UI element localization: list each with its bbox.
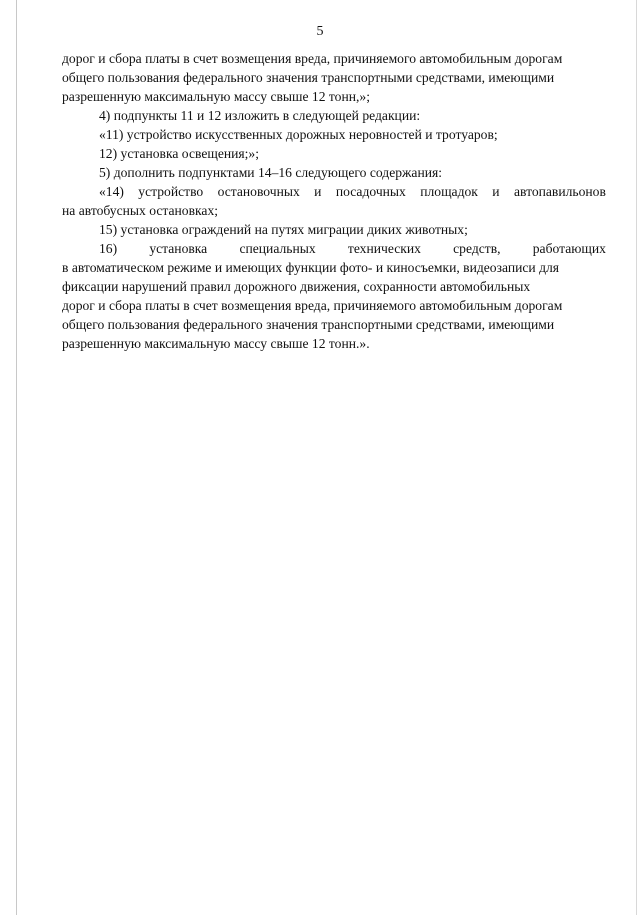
- word: установка: [149, 241, 208, 256]
- text-line: в автоматическом режиме и имеющих функции фото- и киносъемки, видеозаписи для: [62, 260, 560, 275]
- text-line: разрешенную максимальную массу свыше 12 тонн.».: [62, 336, 370, 351]
- word: работающих: [532, 241, 606, 256]
- word: остановочных: [217, 184, 300, 199]
- text-line: общего пользования федерального значения транспортными средствами, имеющими: [62, 70, 555, 85]
- word: технических: [347, 241, 421, 256]
- text-line: на автобусных остановках;: [62, 203, 219, 218]
- text-line: дорог и сбора платы в счет возмещения вреда, причиняемого автомобильным дорогам: [62, 51, 563, 66]
- text-line: 5) дополнить подпунктами 14–16 следующего содержания:: [99, 165, 443, 180]
- text-line-justified: [62, 182, 606, 201]
- word: и: [492, 184, 500, 199]
- word: 16): [99, 241, 118, 256]
- text-line: «11) устройство искусственных дорожных неровностей и тротуаров;: [99, 127, 498, 142]
- text-line: 12) установка освещения;»;: [99, 146, 260, 161]
- text-line: дорог и сбора платы в счет возмещения вреда, причиняемого автомобильным дорогам: [62, 298, 563, 313]
- word: специальных: [239, 241, 316, 256]
- text-line: 4) подпункты 11 и 12 изложить в следующей редакции:: [99, 108, 421, 123]
- document-body: [62, 49, 606, 353]
- word: устройство: [138, 184, 204, 199]
- word: автопавильонов: [513, 184, 606, 199]
- page-number: 5: [316, 24, 324, 39]
- text-line-justified: [62, 239, 606, 258]
- text-line: общего пользования федерального значения транспортными средствами, имеющими: [62, 317, 555, 332]
- text-line: 15) установка ограждений на путях миграции диких животных;: [99, 222, 468, 237]
- text-line: фиксации нарушений правил дорожного движения, сохранности автомобильных: [62, 279, 531, 294]
- scan-edge-left: [16, 0, 17, 915]
- word: посадочных: [335, 184, 406, 199]
- scan-edge-right: [636, 0, 637, 915]
- text-line: разрешенную максимальную массу свыше 12 тонн,»;: [62, 89, 371, 104]
- word: «14): [99, 184, 124, 199]
- word: средств,: [453, 241, 501, 256]
- word: площадок: [420, 184, 478, 199]
- word: и: [314, 184, 322, 199]
